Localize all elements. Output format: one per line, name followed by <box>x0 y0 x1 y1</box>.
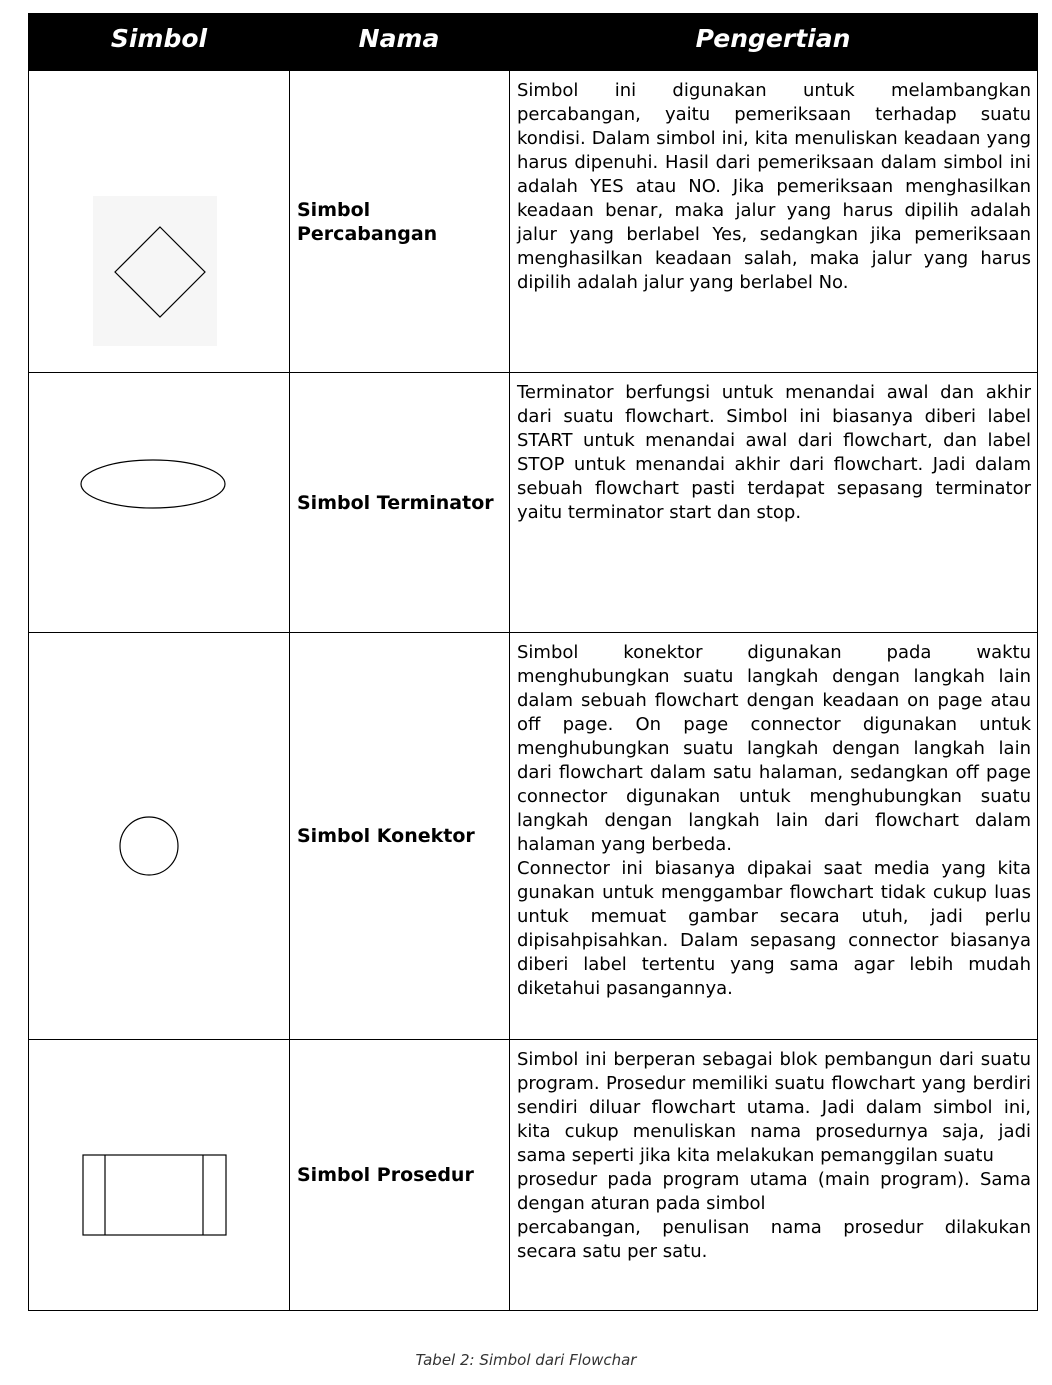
name-cell <box>289 71 509 372</box>
symbol-name: Simbol Prosedur <box>297 1164 474 1186</box>
table-row-konektor <box>29 632 1037 1039</box>
name-cell <box>289 373 509 632</box>
table-row-terminator <box>29 372 1037 632</box>
description-cell <box>509 71 1037 372</box>
symbol-cell <box>29 1040 289 1310</box>
diamond-symbol-icon <box>114 226 206 318</box>
description-paragraph: percabangan, penulisan nama prosedur dilakukan secara satu per satu. <box>517 1217 1031 1262</box>
table-row-percabangan <box>29 70 1037 372</box>
flowchart-symbol-table <box>28 13 1038 1311</box>
description-cell <box>509 1040 1037 1310</box>
predefined-process-icon <box>82 1154 228 1238</box>
symbol-cell <box>29 373 289 632</box>
symbol-cell <box>29 71 289 372</box>
ellipse-terminator-icon <box>79 458 227 510</box>
header-name: Nama <box>358 24 440 53</box>
header-symbol: Simbol <box>110 24 208 53</box>
description-paragraph: Simbol ini digunakan untuk melambangkan percabangan, yaitu pemeriksaan terhadap suatu kondisi. Dalam simbol ini, kita menuliskan keadaan yang harus dipenuhi. Hasil dari pemeriksaan dalam simbol ini adalah YES atau NO. Jika pemeriksaan menghasilkan keadaan benar, maka jalur yang harus dipilih adalah jalur yang berlabel Yes, sedangkan jika pemeriksaan menghasilkan keadaan salah, maka jalur yang harus dipilih adalah jalur yang berlabel No. <box>517 80 1031 293</box>
symbol-name: Simbol Terminator <box>297 491 494 514</box>
description-paragraph: prosedur pada program utama (main program). Sama dengan aturan pada simbol <box>517 1169 1031 1214</box>
symbol-description <box>517 381 1031 525</box>
description-paragraph: Connector ini biasanya dipakai saat media yang kita gunakan untuk menggambar flowchart tidak cukup luas untuk memuat gambar secara utuh, jadi perlu dipisahpisahkan. Dalam sepasang connector biasanya diberi label tertentu yang sama agar lebih mudah diketahui pasangannya. <box>517 858 1031 999</box>
table-row-prosedur <box>29 1039 1037 1310</box>
symbol-description <box>517 641 1031 1001</box>
symbol-name: Simbol Percabangan <box>297 198 438 245</box>
table-header <box>29 14 1037 70</box>
description-cell <box>509 633 1037 1039</box>
symbol-name: Simbol Konektor <box>297 825 475 847</box>
description-cell <box>509 373 1037 632</box>
table-caption: Tabel 2: Simbol dari Flowchar <box>415 1351 637 1369</box>
name-cell <box>289 633 509 1039</box>
symbol-cell <box>29 633 289 1039</box>
circle-connector-icon <box>118 815 180 877</box>
header-description: Pengertian <box>695 24 851 53</box>
name-cell <box>289 1040 509 1310</box>
description-paragraph: Simbol ini berperan sebagai blok pembangun dari suatu program. Prosedur memiliki suatu flowchart yang berdiri sendiri diluar flowchart utama. Jadi dalam simbol ini, kita cukup menuliskan nama prosedurnya saja, jadi sama seperti jika kita melakukan pemanggilan suatu <box>517 1049 1031 1166</box>
symbol-description <box>517 1048 1031 1264</box>
description-paragraph: Simbol konektor digunakan pada waktu menghubungkan suatu langkah dengan langkah lain dalam sebuah flowchart dengan keadaan on page atau off page. On page connector digunakan untuk menghubungkan suatu langkah dengan langkah lain dari flowchart dalam satu halaman, sedangkan off page connector digunakan untuk menghubungkan suatu langkah dengan langkah lain dari flowchart dalam halaman yang berbeda. <box>517 642 1031 855</box>
description-paragraph: Terminator berfungsi untuk menandai awal dan akhir dari suatu flowchart. Simbol ini biasanya diberi label START untuk menandai awal dari flowchart, dan label STOP untuk menandai akhir dari flowchart. Jadi dalam sebuah flowchart pasti terdapat sepasang terminator yaitu terminator start dan stop. <box>517 382 1031 523</box>
symbol-description <box>517 79 1031 295</box>
